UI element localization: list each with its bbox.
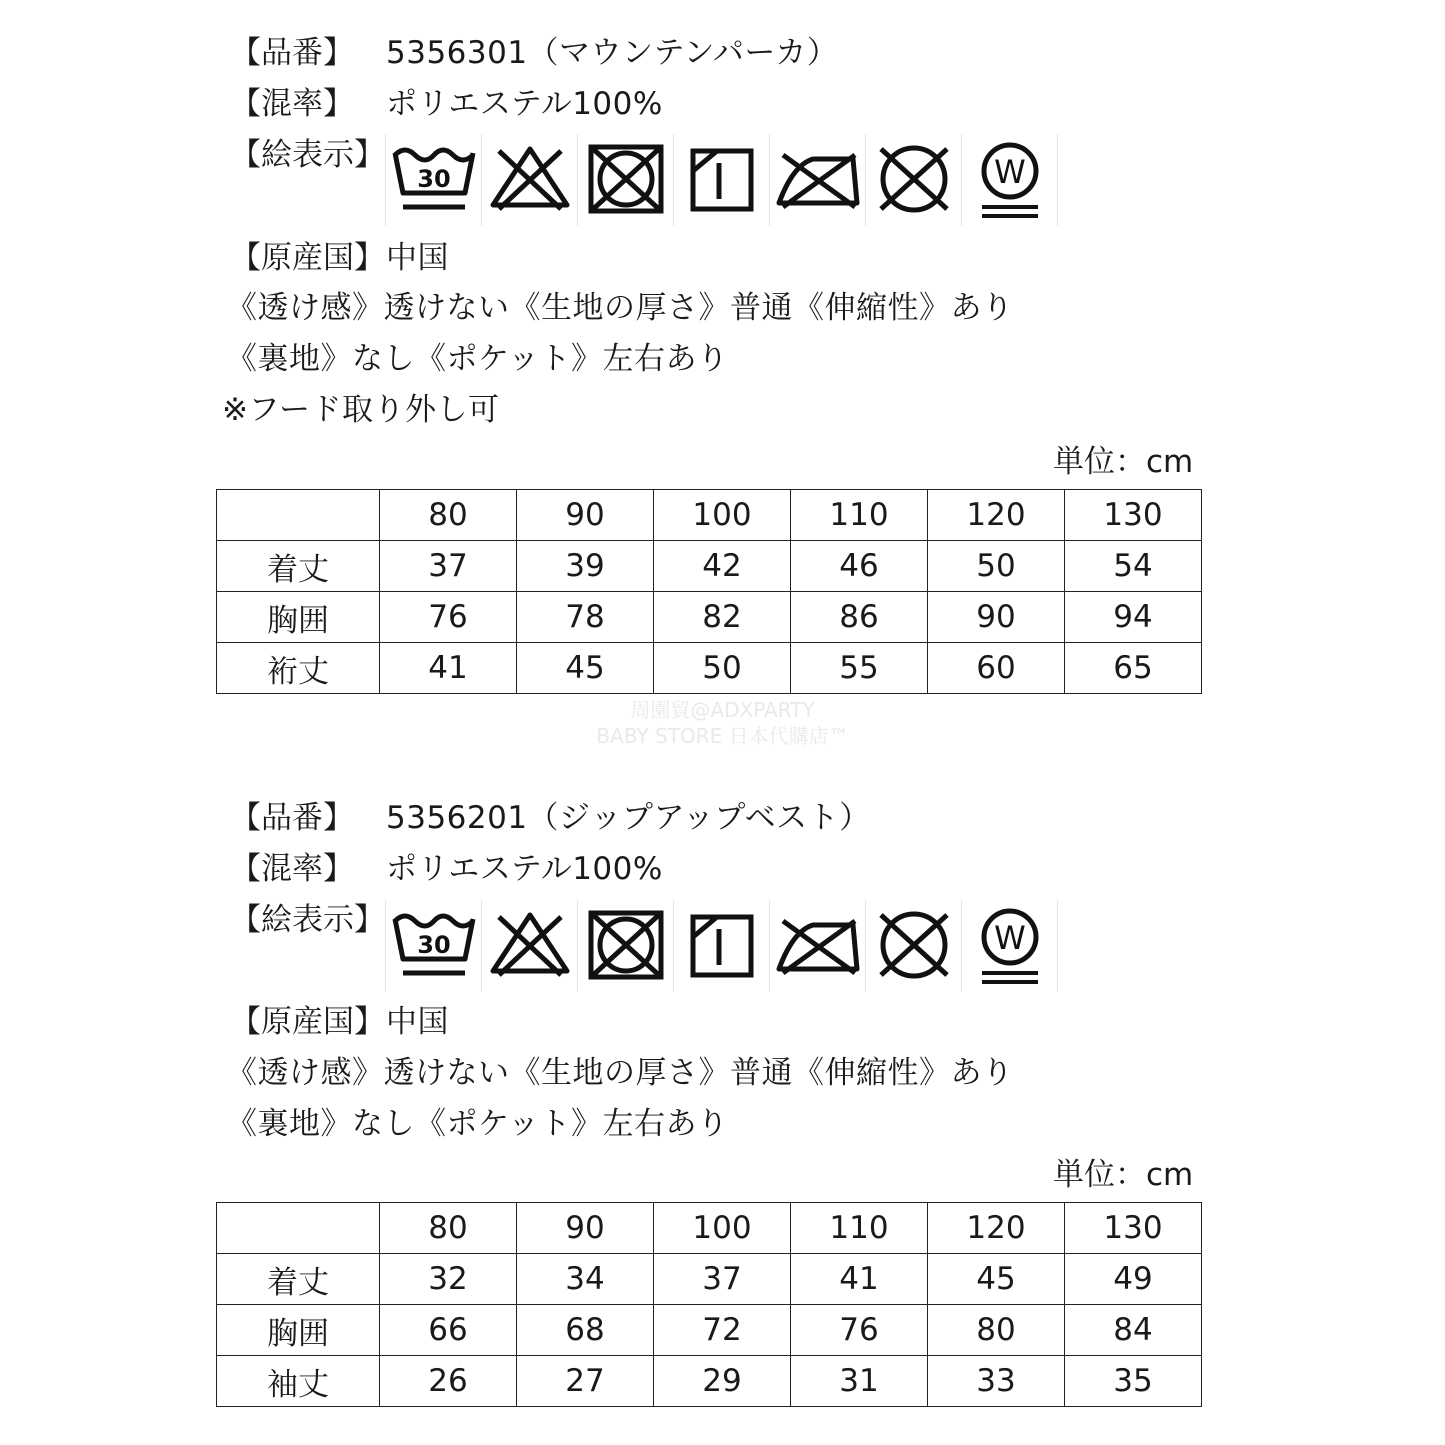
header-cell: 130 — [1065, 490, 1202, 541]
header-cell — [217, 490, 380, 541]
table-cell: 31 — [791, 1356, 928, 1407]
table-row — [217, 1356, 1202, 1407]
table-cell: 37 — [380, 541, 517, 592]
table-cell: 72 — [654, 1305, 791, 1356]
header-cell: 80 — [380, 1203, 517, 1254]
konritsu-value: ポリエステル100% — [386, 86, 663, 122]
table-cell: 86 — [791, 592, 928, 643]
row-label-cell: 着丈 — [217, 1254, 380, 1305]
ehyouji-label: 【絵表示】 — [230, 137, 385, 173]
header-cell — [217, 1203, 380, 1254]
table-cell: 78 — [517, 592, 654, 643]
wet-letter-text: W — [993, 919, 1026, 957]
no-iron-icon — [770, 900, 866, 992]
table-cell: 76 — [380, 592, 517, 643]
table-cell: 32 — [380, 1254, 517, 1305]
header-cell: 80 — [380, 490, 517, 541]
no-tumble-dry-icon — [578, 900, 674, 992]
header-cell: 110 — [791, 490, 928, 541]
table-cell: 26 — [380, 1356, 517, 1407]
row-label-cell: 胸囲 — [217, 1305, 380, 1356]
table-cell: 46 — [791, 541, 928, 592]
table-cell: 37 — [654, 1254, 791, 1305]
header-cell: 100 — [654, 490, 791, 541]
table-row — [217, 592, 1202, 643]
row-label-cell: 裄丈 — [217, 643, 380, 694]
wash-30-icon — [385, 900, 482, 992]
hinban-label: 【品番】 — [230, 800, 354, 836]
line-dry-icon — [674, 134, 770, 226]
wet-clean-icon — [962, 900, 1058, 992]
table-cell: 80 — [928, 1305, 1065, 1356]
wash-temp-text: 30 — [416, 931, 451, 959]
table-row — [217, 643, 1202, 694]
table-cell: 82 — [654, 592, 791, 643]
no-bleach-icon — [482, 900, 578, 992]
ehyouji-label: 【絵表示】 — [230, 902, 385, 938]
wash-temp-text: 30 — [416, 165, 451, 193]
size-table — [216, 489, 1202, 694]
care-icons — [385, 134, 1058, 226]
row-label-cell: 袖丈 — [217, 1356, 380, 1407]
row-label-cell: 胸囲 — [217, 592, 380, 643]
table-cell: 94 — [1065, 592, 1202, 643]
table-cell: 27 — [517, 1356, 654, 1407]
table-cell: 90 — [928, 592, 1065, 643]
konritsu-label: 【混率】 — [230, 86, 354, 122]
table-cell: 68 — [517, 1305, 654, 1356]
hinban-value: 5356201（ジップアップベスト） — [386, 800, 871, 836]
header-cell: 90 — [517, 490, 654, 541]
gensankoku-label: 【原産国】 — [230, 240, 385, 276]
table-cell: 45 — [517, 643, 654, 694]
table-cell: 41 — [380, 643, 517, 694]
row-label-cell: 着丈 — [217, 541, 380, 592]
header-cell: 100 — [654, 1203, 791, 1254]
header-cell: 120 — [928, 490, 1065, 541]
watermark-line-2: BABY STORE 日本代購店™ — [596, 724, 849, 748]
table-cell: 49 — [1065, 1254, 1202, 1305]
note-text: ※フード取り外し可 — [222, 392, 500, 428]
header-cell: 90 — [517, 1203, 654, 1254]
unit-label: 単位：cm — [1053, 1157, 1194, 1193]
hinban-value: 5356301（マウンテンパーカ） — [386, 35, 839, 71]
no-tumble-dry-icon — [578, 134, 674, 226]
hinban-label: 【品番】 — [230, 35, 354, 71]
table-cell: 35 — [1065, 1356, 1202, 1407]
table-header-row — [217, 490, 1202, 541]
table-cell: 39 — [517, 541, 654, 592]
header-cell: 130 — [1065, 1203, 1202, 1254]
no-iron-icon — [770, 134, 866, 226]
unit-label: 単位：cm — [1053, 444, 1194, 480]
table-cell: 50 — [928, 541, 1065, 592]
table-cell: 45 — [928, 1254, 1065, 1305]
header-cell: 120 — [928, 1203, 1065, 1254]
no-bleach-icon — [482, 134, 578, 226]
details-line-2: 《裏地》なし《ポケット》左右あり — [226, 1106, 729, 1142]
care-icons — [385, 900, 1058, 992]
line-dry-icon — [674, 900, 770, 992]
table-row — [217, 541, 1202, 592]
konritsu-label: 【混率】 — [230, 851, 354, 887]
table-row — [217, 1254, 1202, 1305]
table-cell: 60 — [928, 643, 1065, 694]
details-line-1: 《透け感》透けない《生地の厚さ》普通《伸縮性》あり — [226, 1055, 1014, 1091]
table-row — [217, 1305, 1202, 1356]
table-cell: 29 — [654, 1356, 791, 1407]
header-cell: 110 — [791, 1203, 928, 1254]
gensankoku-value: 中国 — [386, 240, 449, 276]
wash-30-icon — [385, 134, 482, 226]
table-cell: 55 — [791, 643, 928, 694]
size-table — [216, 1202, 1202, 1407]
table-cell: 33 — [928, 1356, 1065, 1407]
details-line-1: 《透け感》透けない《生地の厚さ》普通《伸縮性》あり — [226, 290, 1014, 326]
table-cell: 66 — [380, 1305, 517, 1356]
table-cell: 84 — [1065, 1305, 1202, 1356]
no-dry-clean-icon — [866, 134, 962, 226]
wet-clean-icon — [962, 134, 1058, 226]
konritsu-value: ポリエステル100% — [386, 851, 663, 887]
table-cell: 54 — [1065, 541, 1202, 592]
no-dry-clean-icon — [866, 900, 962, 992]
table-header-row — [217, 1203, 1202, 1254]
watermark-line-1: 周園貿@ADXPARTY — [630, 698, 815, 722]
table-cell: 65 — [1065, 643, 1202, 694]
table-cell: 42 — [654, 541, 791, 592]
table-cell: 41 — [791, 1254, 928, 1305]
gensankoku-value: 中国 — [386, 1004, 449, 1040]
table-cell: 76 — [791, 1305, 928, 1356]
table-cell: 34 — [517, 1254, 654, 1305]
wet-letter-text: W — [993, 153, 1026, 191]
details-line-2: 《裏地》なし《ポケット》左右あり — [226, 341, 729, 377]
table-cell: 50 — [654, 643, 791, 694]
gensankoku-label: 【原産国】 — [230, 1004, 385, 1040]
